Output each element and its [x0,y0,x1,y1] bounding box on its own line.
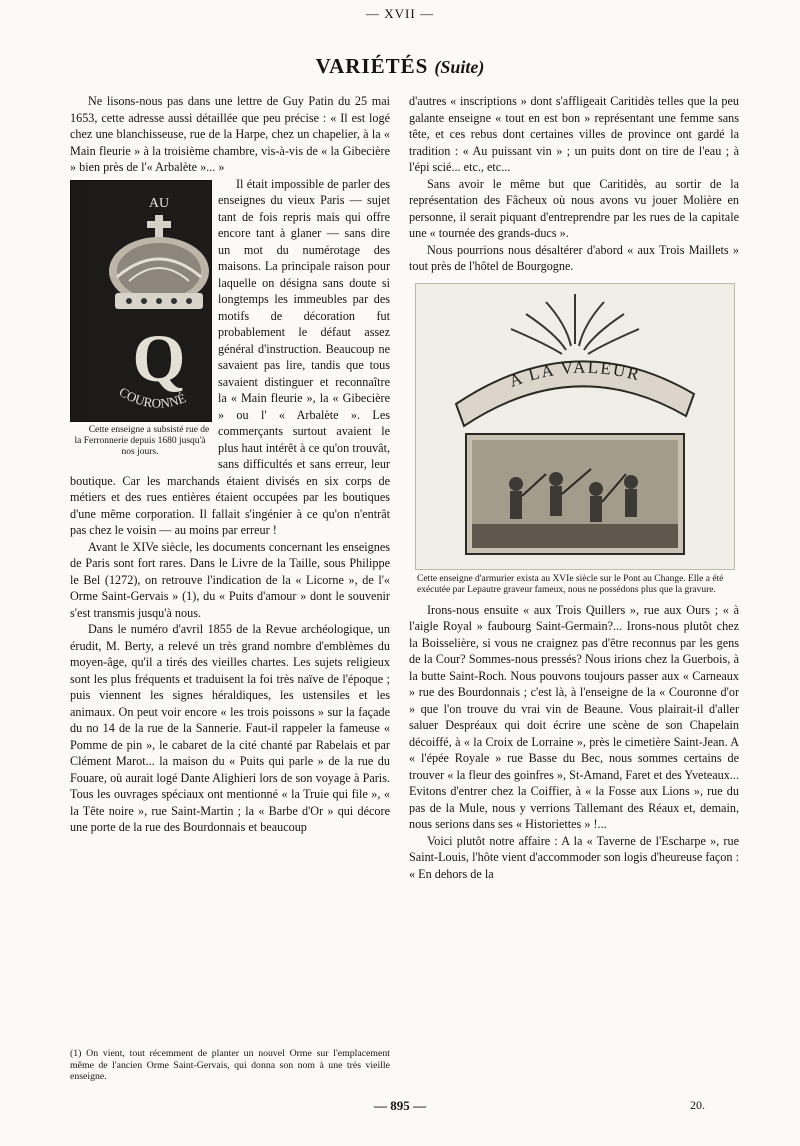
valeur-sign-drawing [416,284,734,569]
left-paragraph-1: Ne lisons-nous pas dans une lettre de Guy Patin du 25 mai 1653, cette adresse aussi détaillée que peu précise : « Il est logé chez une blanchisseuse, rue de la Harpe, chez un chapelier, à la « Main fleurie » à la troisième chambre, vis-à-vis de « la Gibecière » bien près de l'« Arbalète »... » [70,94,390,174]
right-paragraph-5: Voici plutôt notre affaire : A la « Taverne de l'Escharpe », rue Saint-Louis, l'hôte vient d'accommoder son logis d'heureuse façon : « En dehors de la [409,833,739,881]
left-column [70,93,390,836]
banner-text: A LA VALEUR [506,357,643,391]
page-header-roman: — XVII — [366,6,434,21]
left-paragraph-2 [70,176,390,539]
valeur-sign-caption: Cette enseigne d'armurier exista au XVIe siècle sur le Pont au Change. Elle a été exécutée par Lepautre graveur fameux, nous ne possédons plus que la gravure. [417,573,724,595]
left-paragraph-3: Avant le XIVe siècle, les documents concernant les enseignes de Paris sont fort rares. Dans le Livre de la Taille, sous Philippe le Bel (1272), on retrouve l'indication de la « Licorne », de l'« Orme Saint-Gervais » (1), du « Puits d'amour » dont le souvenir s'est transmis jusqu'à nous. [70,539,390,620]
right-paragraph-2: Sans avoir le même but que Caritidès, au sortir de la représentation des Fâcheux où nous avons vu jouer Molière en personne, il serait piquant d'entreprendre par les rues de la capitale une « tournée des grands-ducs ». [409,176,739,240]
right-paragraph-3: Nous pourrions nous désaltérer d'abord « aux Trois Maillets » tout près de l'hôtel de Bourgogne. [409,242,739,273]
right-paragraph-4: Irons-nous ensuite « aux Trois Quillers », rue aux Ours ; « à l'aigle Royal » faubourg Saint-Germain?... Irons-nous plutôt chez la Boisselière, si vous ne craignez pas d'être reconnus par les gens de la Cour? Sommes-nous pressés? Nous irions chez la Guerbois, à la butte Saint-Roch. Nous pouvons toujours passer aux « Carneaux » rue des Bourdonnais ; c'est là, à l'enseigne de la « Couronne d'or » que l'on trouve du vrai vin de Beaune. Vous plairait-il d'aller saluer Despréaux qui doit écrire une scène de son Chapelain décoiffé, à « la Croix de Lorraine », près le cimetière Saint-Jean. A « l'épée Royale » rue Basse du Bec, nous sommes certains de trouver « la fleur des goinfres », St-Amand, Faret et des Yveteaux... Evitons d'entrer chez la Coiffier, à « la Fosse aux Lions », rue du pas de la Mule, nous y verrions Tallemant des Réaux et, demain, nous serions dans ses « Historiettes » !... [409,602,739,831]
left-paragraph-4: Dans le numéro d'avril 1855 de la Revue archéologique, un érudit, M. Berty, a relevé un très grand nombre d'emblèmes du moyen-âge, qu'il a tirés des vieilles chartes. Les sujets religieux sont les plus fréquents et traduisent la foi très naïve de l'époque ; puis viennent les signes héraldiques, les ustensiles et les animaux. On peut voir encore « les trois poissons » sur la façade du no 14 de la rue de la Sannerie. Faut-il rappeler la fameuse « Pomme de pin », le cabaret de la cité chanté par Rabelais et par Clément Marot... la maison du « Puits qui parle » de la rue du Fouare, où aurait logé Dante Alighieri lors de son voyage à Paris. Tous les ouvrages spéciaux ont mentionné « la Truie qui file », « la Tête noire », rue Saint-Martin ; la « Barbe d'Or » qui décore une porte de la rue des Bourdonnais et beaucoup [70,622,390,834]
issue-number: 20. [690,1098,705,1112]
sign-top-word: AU [148,195,170,211]
crown-sign-caption: Cette enseigne a subsisté rue de la Ferronnerie depuis 1680 jusqu'à nos jours. [74,424,210,457]
sign-bottom-word: COURONNÉ [116,383,188,411]
page-title [0,54,800,79]
page-number-footer: — 895 — [374,1098,426,1113]
right-column [409,93,739,882]
crown-sign-figure [70,180,210,458]
crown-sign-drawing [89,181,212,421]
footnote: (1) On vient, tout récemment de planter un nouvel Orme sur l'emplacement même de l'ancien Orme Saint-Gervais, qui donna son nom à une très vieille enseigne. [70,1048,390,1082]
crown-sign-image [70,180,212,422]
right-paragraph-1: d'autres « inscriptions » dont s'affligeait Caritidès telles que la peu galante enseigne « tout en est bon » représentant une femme sans tête, et ces rebus dont certaines villes de province ont gardé la tradition : « Au puissant vin » ; un puits dont on tire de l'eau ; à l'épi scié... etc., etc... [409,94,739,174]
title-suite: (Suite) [434,57,485,77]
valeur-sign-image [415,283,735,570]
valeur-sign-figure [409,283,739,596]
title-main: VARIÉTÉS [315,54,429,78]
sign-letter: Q [132,319,186,396]
left-paragraph-2-text: Il était impossible de parler des enseignes du vieux Paris — sujet tant de fois repris mais qui offre encore tant à glaner — sans dire un mot du numérotage des maisons. La principale raison pour laquelle on désigna sans doute si longtemps les immeubles par des motifs de décoration fut probablement le défaut assez général d'instruction. Beaucoup ne savaient pas lire, tandis que tous savaient distinguer et reconnaître la « Main fleurie », la « Gibecière » ou l' « Arbalète ». Les commerçants surtout avaient le plus haut intérêt à ce qu'on trouvât, sans difficultés et sans erreur, leur boutique. Car les marchands étaient divisés en six corps de métiers et des rues entières étaient occupées par les boutiques d'une même corporation. Il fallait s'ingénier à ce qu'on n'entrât pas chez le voisin — au moins par erreur ! [70,176,390,537]
